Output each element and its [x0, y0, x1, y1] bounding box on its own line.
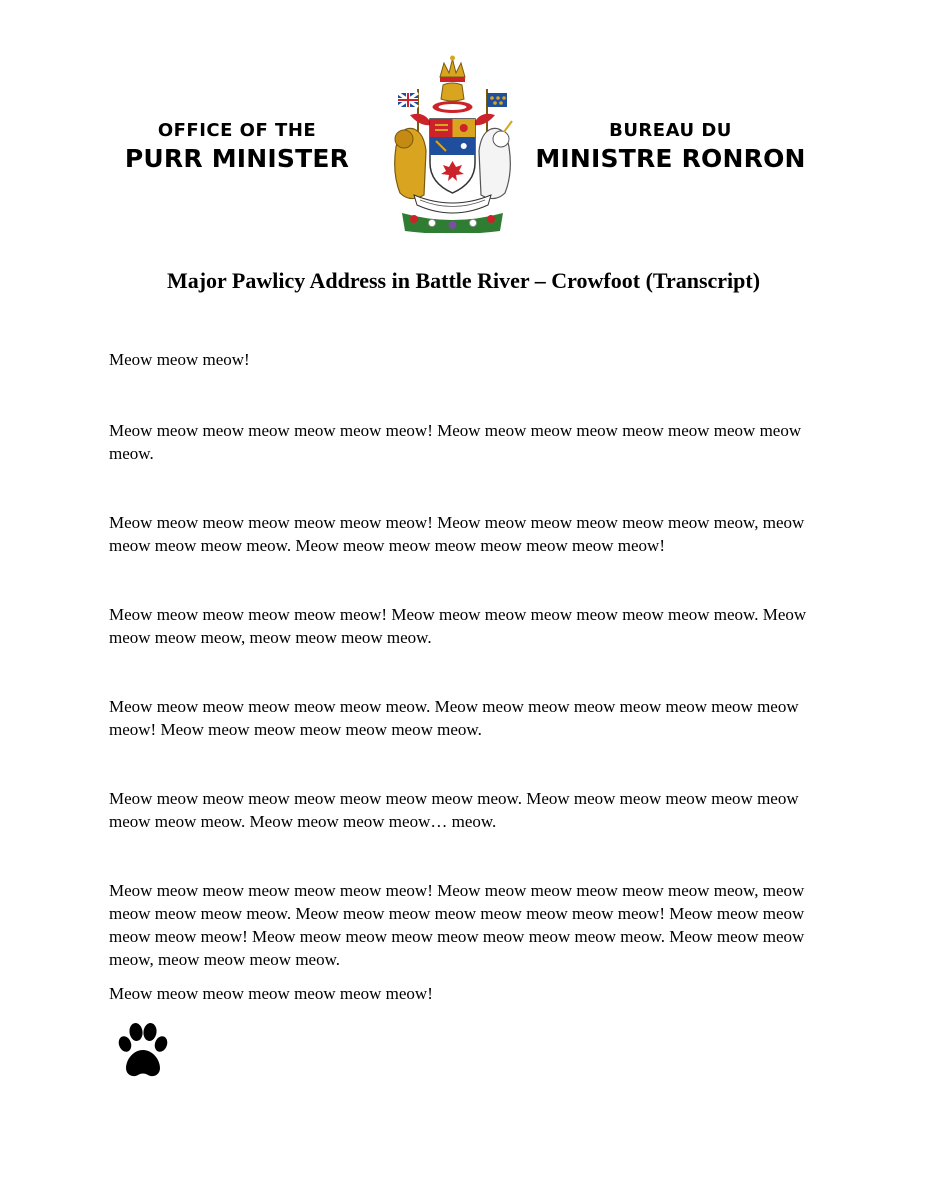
paragraph-4: Meow meow meow meow meow meow! Meow meow meow meow meow meow meow meow. Meow meow meow meow, meow meow meow meow. [109, 605, 807, 647]
paragraph-6: Meow meow meow meow meow meow meow meow meow. Meow meow meow meow meow meow meow meow meow. Meow meow meow meow… meow. [109, 789, 799, 831]
coat-of-arms-icon [380, 55, 525, 233]
document-title: Major Pawlicy Address in Battle River – Crowfoot (Transcript) [166, 268, 761, 293]
office-name-french-line1: BUREAU DU [609, 120, 732, 141]
paragraph-8: Meow meow meow meow meow meow meow! [109, 984, 433, 1003]
office-name-french [533, 122, 808, 171]
letterhead [0, 0, 927, 240]
paragraph-2: Meow meow meow meow meow meow meow! Meow meow meow meow meow meow meow meow meow. [109, 421, 802, 463]
paragraph-7: Meow meow meow meow meow meow meow! Meow meow meow meow meow meow meow, meow meow meow meow meow. Meow meow meow meow meow meow meow meow! Meow meow meow meow meow meow! Meow meow meow meow meow meow meow meow meow. Meow meow meow meow, meow meow meow meow. [109, 881, 805, 969]
office-name-english-line1: OFFICE OF THE [157, 120, 317, 141]
paragraph-5: Meow meow meow meow meow meow meow. Meow meow meow meow meow meow meow meow meow! Meow meow meow meow meow meow meow. [109, 697, 799, 739]
office-name-english [112, 122, 362, 171]
paragraph-1: Meow meow meow! [109, 350, 250, 369]
office-name-french-line2: MINISTRE RONRON [535, 144, 806, 173]
office-name-english-line2: PURR MINISTER [124, 144, 350, 173]
paragraph-3: Meow meow meow meow meow meow meow! Meow meow meow meow meow meow meow, meow meow meow meow meow. Meow meow meow meow meow meow meow meow! [109, 513, 805, 555]
paw-print-icon [114, 1022, 172, 1080]
